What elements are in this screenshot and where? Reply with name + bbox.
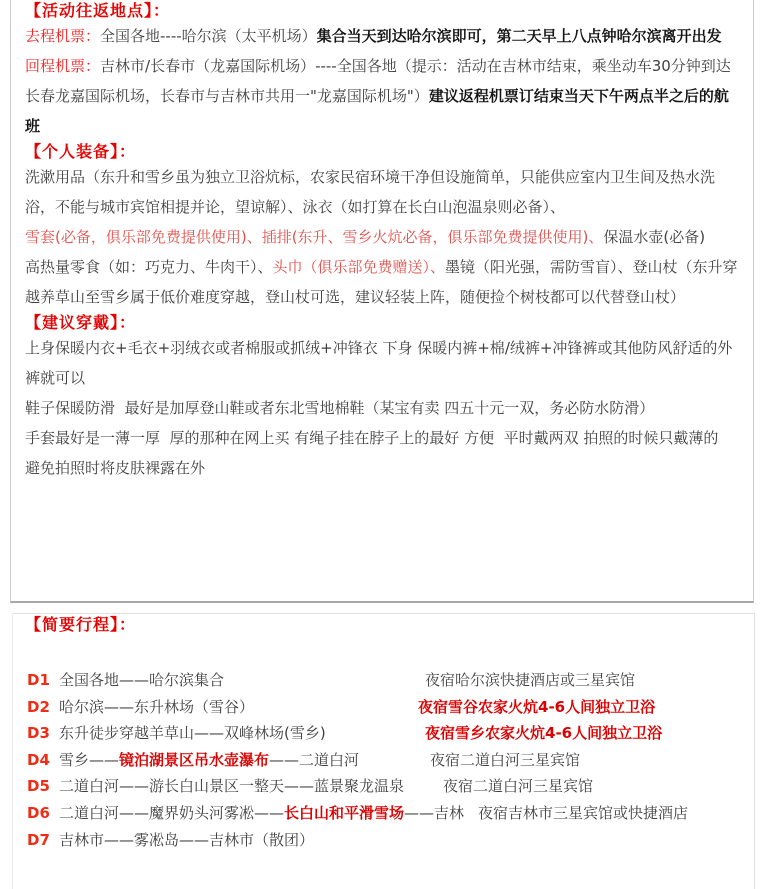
return-ticket-line [25,51,739,141]
itinerary-row-d5 [25,773,742,800]
route-highlight: 镜泊湖景区吊水壶瀑布 [119,750,270,769]
wear-gloves-line [25,423,739,483]
route-highlight: 长白山和平滑雪场 [284,803,405,822]
route-text: 东升徒步穿越羊草山——双峰林场(雪乡) [59,724,326,743]
route-text: 哈尔滨——东升林场（雪谷） [59,697,255,716]
gear-headscarf-red: 头巾（俱乐部免费赠送）、 [272,258,446,276]
gear-toiletries-line [25,162,739,222]
return-label: 回程机票： [25,57,101,75]
section-title-wear: 【建议穿戴】： [25,313,137,332]
wear-gloves-text: 手套最好是一薄一厚 厚的那种在网上买 有绳子挂在脖子上的最好 方便 平时戴两双 拍照的时候只戴薄的 避免拍照时将皮肤裸露在外 [25,429,728,477]
day-label: D7 [27,830,50,849]
route-text: 全国各地——哈尔滨集合 [59,671,225,689]
day-label: D3 [27,724,50,743]
return-emphasis: 建议返程机票订结束当天下午两点半之后的航班 [25,87,729,135]
gear-snacks-b: 墨镜（阳光强，需防雪盲）、登山杖（东升穿越养草山至雪乡属于低价难度穿越，登山杖可选，建议轻装上阵，随便捡个树枝都可以代替登山杖） [25,258,738,306]
itinerary-row-d3 [25,720,742,747]
wear-shoes-text: 鞋子保暖防滑 最好是加厚登山鞋或者东北雪地棉鞋（某宝有卖 四五十元一双，务必防水防滑） [25,399,655,417]
route-post: ——吉林 [404,803,465,822]
section-title-itinerary: 【简要行程】： [25,615,137,634]
itinerary-section [12,613,755,889]
wear-upper-text: 上身保暖内衣+毛衣+羽绒衣或者棉服或抓绒+冲锋衣 下身 保暖内裤+棉/绒裤+冲锋裤或其他防风舒适的外裤就可以 [25,339,733,387]
day-label: D6 [27,803,50,822]
itinerary-row-d7 [25,827,742,854]
section-title-locations: 【活动往返地点】： [25,1,171,20]
section-title-gear: 【个人装备】： [25,142,137,161]
route-post: ——二道白河 [269,750,360,769]
outbound-ticket-line [25,21,739,51]
travel-info-section [10,0,754,603]
route-text [59,751,359,769]
lodging-text: 夜宿二道白河三星宾馆 [443,777,594,796]
day-label: D5 [27,777,50,796]
itinerary-rows [25,667,742,853]
route-pre: 雪乡—— [59,750,120,769]
gear-snowcover-red: 雪套(必备，俱乐部免费提供使用)、插排(东升、雪乡火炕必备，俱乐部免费提供使用)、 [25,228,604,246]
outbound-emphasis: 集合当天到达哈尔滨即可，第二天早上八点钟哈尔滨离开出发 [316,27,722,45]
itinerary-row-d2 [25,694,742,721]
outbound-label: 去程机票： [25,27,101,45]
route-text: 二道白河——游长白山景区一整天——蓝景聚龙温泉 [59,777,405,796]
gear-snowcover-black: 保温水壶(必备) [603,228,706,246]
itinerary-row-d1 [25,667,742,694]
lodging-text: 夜宿雪乡农家火炕4-6人间独立卫浴 [425,724,663,743]
outbound-body: 全国各地----哈尔滨（太平机场） [100,27,317,45]
itinerary-row-d6 [25,800,742,827]
day-label: D2 [27,697,50,716]
wear-shoes-line [25,393,739,423]
route-pre: 二道白河——魔界奶头河雾凇—— [59,803,285,822]
route-text: 吉林市——雾凇岛——吉林市（散团） [59,830,315,849]
itinerary-row-d4 [25,747,742,774]
gear-snowcover-line [25,222,739,252]
gear-snacks-a: 高热量零食（如：巧克力、牛肉干）、 [25,258,273,276]
route-text [59,804,464,822]
wear-upper-line [25,333,739,393]
lodging-text: 夜宿吉林市三星宾馆或快捷酒店 [478,803,689,822]
gear-snacks-line [25,252,739,312]
gear-toiletries-text: 洗漱用品（东升和雪乡虽为独立卫浴炕标，农家民宿环境干净但设施简单，只能供应室内卫生间及热水洗浴，不能与城市宾馆相提并论，望谅解）、泳衣（如打算在长白山泡温泉则必备）、 [25,168,716,216]
day-label: D4 [27,750,50,769]
lodging-text: 夜宿哈尔滨快捷酒店或三星宾馆 [425,671,636,689]
return-body: 吉林市/长春市（龙嘉国际机场）----全国各地（提示：活动在吉林市结束，乘坐动车30分钟到达长春龙嘉国际机场，长春市与吉林市共用一"龙嘉国际机场"） [25,57,731,105]
lodging-text: 夜宿雪谷农家火炕4-6人间独立卫浴 [418,697,656,716]
lodging-text: 夜宿二道白河三星宾馆 [430,750,581,769]
day-label: D1 [27,671,50,689]
